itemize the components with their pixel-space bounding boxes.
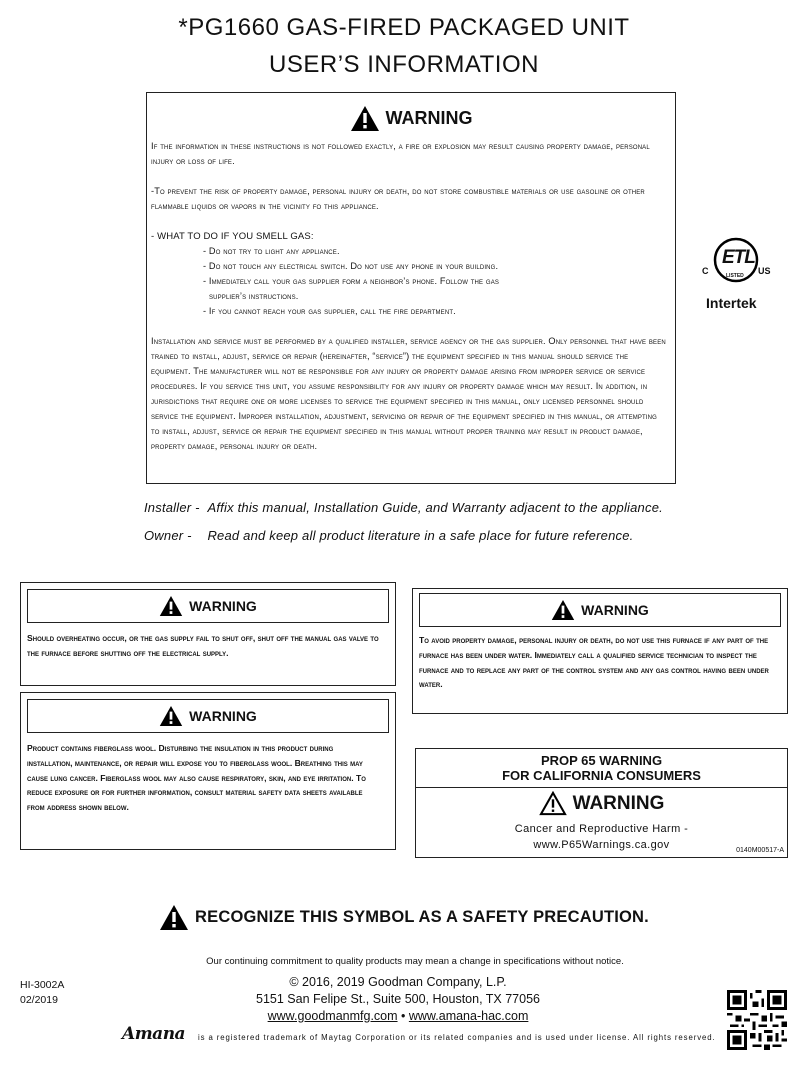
overheat-warning-header — [27, 589, 389, 623]
smell-gas-list — [151, 244, 667, 319]
overheat-warning-body: Should overheating occur, or the gas supply fail to shut off, shut off the manual gas valve to the furnace before shutting off the electrical supply. — [27, 633, 379, 658]
company-websites — [200, 1008, 596, 1025]
fiberglass-warning-body: Product contains fiberglass wool. Disturbing the insulation in this product during installation, maintenance, or repair will expose you to fiberglass wool. Breathing this may cause lung cancer. Fiberglass wool may also cause respiratory, skin, and eye irritation. To reduce exposure or for further information, consult material safety data sheets available from address shown below. — [27, 743, 366, 813]
warning-outline-triangle-icon — [539, 791, 567, 816]
warning-triangle-icon — [551, 599, 575, 621]
page-subtitle: USER’S INFORMATION — [269, 51, 539, 78]
list-item: - Do not touch any electrical switch. Do not use any phone in your building. — [203, 261, 499, 271]
fiberglass-warning-box — [20, 692, 396, 850]
etl-listed-label: LISTED — [726, 273, 744, 279]
prop65-title-line2: FOR CALIFORNIA CONSUMERS — [502, 768, 701, 783]
prop65-title — [416, 753, 787, 783]
smell-gas-heading: - WHAT TO DO IF YOU SMELL GAS: — [151, 231, 314, 242]
safety-symbol-notice — [0, 904, 808, 931]
intertek-label: Intertek — [706, 295, 757, 311]
water-warning-box — [412, 588, 788, 714]
prop65-warning-box — [415, 748, 788, 858]
prop65-warning-header — [416, 791, 787, 816]
copyright: © 2016, 2019 Goodman Company, L.P. — [289, 975, 507, 989]
list-item: - Do not try to light any appliance. — [203, 246, 340, 256]
installer-label: Installer - — [144, 500, 200, 515]
water-warning-body: To avoid property damage, personal injury or death, do not use this furnace if any part of the furnace has been under water. Immediately call a qualified service technician to inspect the furnace and to replace any part of the control system and any gas control having been under water. — [419, 635, 769, 690]
warning-triangle-icon — [159, 904, 189, 931]
company-address: 5151 San Felipe St., Suite 500, Houston, TX 77056 — [256, 992, 540, 1006]
overheat-warning-heading: WARNING — [189, 598, 257, 614]
main-warning-heading: WARNING — [385, 108, 473, 128]
warning-paragraph-service: Installation and service must be performed by a qualified installer, service agency or the gas supplier. Only personnel that have been trained to install, adjust, service or repair (hereinafter, “service”) the equipment specified in this manual should service the equipment. The manufacturer will not be responsible for any injury or property damage arising from improper service or service procedures. If you service this unit, you assume responsibility for any injury or property damage which may result. In addition, in jurisdictions that require one or more licenses to service the equipment specified in this manual, only licensed personnel should service the equipment. Improper installation, adjustment, servicing or repair of the equipment specified in this manual, or attempting to install, adjust, service or repair the equipment specified in this manual without proper training may result in product damage, property damage, personal injury or death. — [151, 336, 666, 451]
spec-change-notice: Our continuing commitment to quality products may mean a change in specifications without notice. — [206, 956, 624, 967]
fiberglass-warning-header — [27, 699, 389, 733]
qr-code-icon — [727, 990, 787, 1050]
website-goodman-link[interactable]: www.goodmanmfg.com — [267, 1009, 398, 1023]
warning-triangle-icon — [159, 595, 183, 617]
doc-meta — [20, 978, 64, 1008]
amana-logo: Amana — [122, 1024, 186, 1044]
prop65-divider — [416, 787, 787, 788]
prop65-text — [416, 821, 787, 853]
fiberglass-warning-heading: WARNING — [189, 708, 257, 724]
owner-label: Owner - — [144, 528, 192, 543]
trademark-notice: is a registered trademark of Maytag Corporation or its related companies and is used under license. All rights reserved. — [198, 1033, 716, 1042]
page-title: *PG1660 GAS-FIRED PACKAGED UNIT — [178, 14, 630, 41]
warning-paragraph-fire: If the information in these instructions is not followed exactly, a fire or explosion may result causing property damage, personal injury or loss of life. — [151, 141, 650, 166]
warning-paragraph-storage: -To prevent the risk of property damage, personal injury or death, do not store combustible materials or use gasoline or other flammable liquids or vapors in the vicinity fo this appliance. — [151, 186, 645, 211]
etl-c-label: C — [702, 266, 709, 276]
water-warning-header — [419, 593, 781, 627]
prop65-warning-heading: WARNING — [572, 792, 665, 814]
etl-us-label: US — [758, 266, 771, 276]
owner-note — [144, 528, 633, 543]
main-warning-header — [147, 105, 675, 132]
etl-text: ETL — [722, 247, 755, 268]
website-separator: • — [397, 1009, 409, 1023]
list-item: supplier’s instructions. — [209, 291, 299, 301]
prop65-title-line1: PROP 65 WARNING — [540, 753, 663, 768]
warning-triangle-icon — [350, 105, 380, 132]
prop65-code: 0140M00517-A — [736, 847, 784, 854]
main-warning-box — [146, 92, 676, 484]
list-item: - If you cannot reach your gas supplier, call the fire department. — [203, 306, 456, 316]
safety-symbol-text: RECOGNIZE THIS SYMBOL AS A SAFETY PRECAUTION. — [195, 908, 649, 926]
warning-triangle-icon — [159, 705, 183, 727]
doc-id: HI-3002A — [20, 979, 65, 991]
water-warning-heading: WARNING — [581, 602, 649, 618]
etl-certification-mark — [700, 233, 772, 315]
website-amana-link[interactable]: www.amana-hac.com — [408, 1009, 529, 1023]
list-item: - Immediately call your gas supplier form a neighbor’s phone. Follow the gas — [203, 276, 500, 286]
installer-text: Affix this manual, Installation Guide, and Warranty adjacent to the appliance. — [207, 500, 663, 515]
company-info — [200, 974, 596, 1025]
owner-text: Read and keep all product literature in a safe place for future reference. — [207, 528, 634, 543]
prop65-url: www.P65Warnings.ca.gov — [533, 839, 670, 851]
prop65-text-line1: Cancer and Reproductive Harm - — [514, 823, 689, 835]
installer-note — [144, 500, 663, 515]
doc-date: 02/2019 — [20, 994, 58, 1006]
overheat-warning-box — [20, 582, 396, 686]
